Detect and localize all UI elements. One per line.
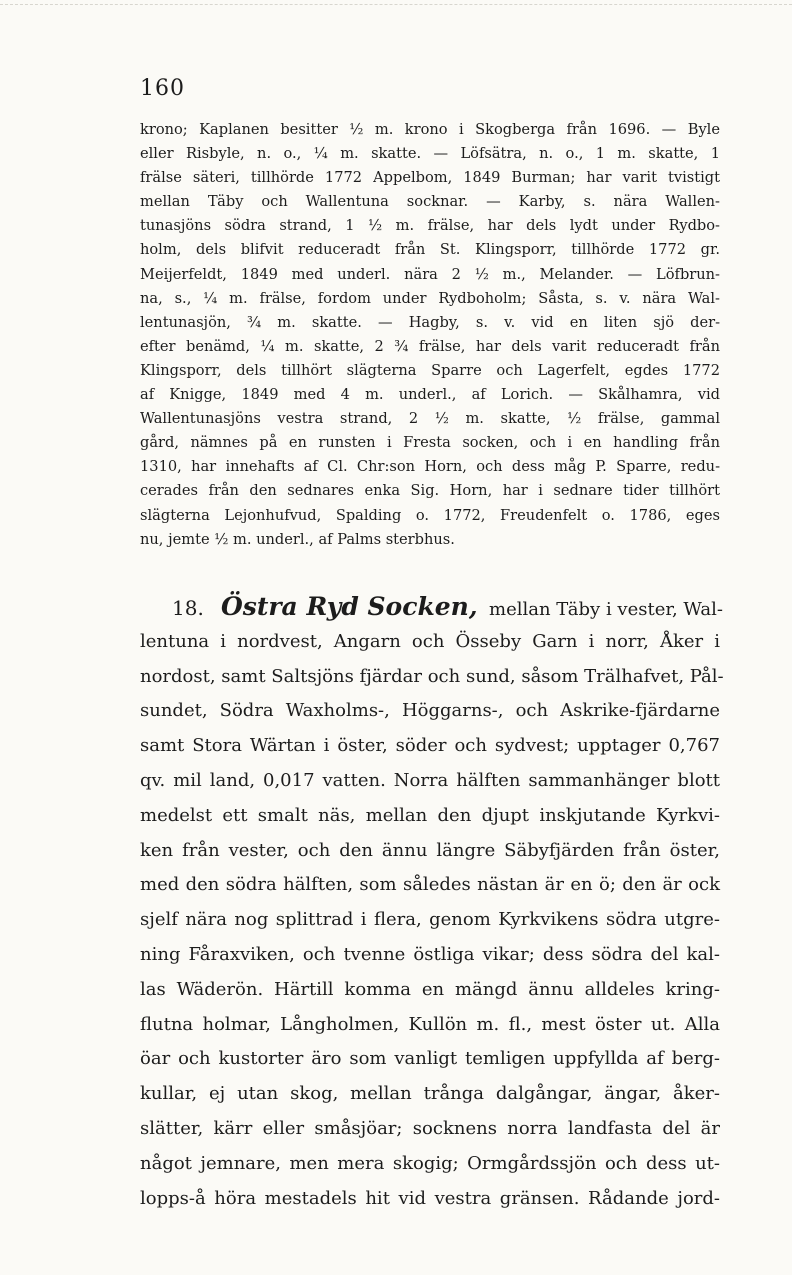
text-line: sjelf nära nog splittrad i flera, genom Kyrkvikens södra utgre- [140, 909, 720, 931]
text-line: slätter, kärr eller småsjöar; socknens norra landfasta del är [140, 1117, 720, 1139]
text-line: af Knigge, 1849 med 4 m. underl., af Lorich. — Skålhamra, vid [140, 386, 720, 404]
section-first-line: mellan Täby i vester, Wal- [489, 599, 723, 620]
section-title: Östra Ryd Socken, [220, 592, 478, 621]
text-line: gård, nämnes på en runsten i Fresta socken, och i en handling från [140, 434, 720, 452]
text-line: sundet, Södra Waxholms-, Höggarns-, och Askrike-fjärdarne [140, 700, 720, 722]
text-line: samt Stora Wärtan i öster, söder och sydvest; upptager 0,767 [140, 735, 720, 757]
text-line: lentuna i nordvest, Angarn och Össeby Garn i norr, Åker i [140, 630, 720, 652]
text-line: Wallentunasjöns vestra strand, 2 ½ m. skatte, ½ frälse, gammal [140, 410, 720, 428]
text-line: eller Risbyle, n. o., ¼ m. skatte. — Löfsätra, n. o., 1 m. skatte, 1 [140, 145, 720, 163]
text-line: slägterna Lejonhufvud, Spalding o. 1772, Freudenfelt o. 1786, eges [140, 506, 720, 524]
text-line: lentunasjön, ¾ m. skatte. — Hagby, s. v. vid en liten sjö der- [140, 313, 720, 331]
small-print-block [140, 118, 720, 552]
text-line: efter benämd, ¼ m. skatte, 2 ¾ frälse, har dels varit reduceradt från [140, 337, 720, 355]
text-line: las Wäderön. Härtill komma en mängd ännu alldeles kring- [140, 978, 720, 1000]
text-line: lopps-å höra mestadels hit vid vestra gränsen. Rådande jord- [140, 1187, 720, 1209]
text-line: qv. mil land, 0,017 vatten. Norra hälften sammanhänger blott [140, 769, 720, 791]
text-line: kullar, ej utan skog, mellan trånga dalgångar, ängar, åker- [140, 1083, 720, 1105]
text-line: med den södra hälften, som således nästan är en ö; den är ock [140, 874, 720, 896]
text-line: na, s., ¼ m. frälse, fordom under Rydboholm; Såsta, s. v. nära Wal- [140, 289, 720, 307]
text-line: 1310, har innehafts af Cl. Chr:son Horn, och dess måg P. Sparre, redu- [140, 458, 720, 476]
text-line: nordost, samt Saltsjöns fjärdar och sund, såsom Trälhafvet, Pål- [140, 665, 724, 687]
page-number: 160 [140, 76, 185, 101]
text-line: mellan Täby och Wallentuna socknar. — Karby, s. nära Wallen- [140, 193, 720, 211]
section-number: 18. [172, 596, 204, 620]
text-line: holm, dels blifvit reduceradt från St. Klingsporr, tillhörde 1772 gr. [140, 241, 720, 259]
text-line: flutna holmar, Långholmen, Kullön m. fl., mest öster ut. Alla [140, 1013, 720, 1035]
section-18-block [140, 590, 724, 1216]
text-line: frälse säteri, tillhörde 1772 Appelbom, 1849 Burman; har varit tvistigt [140, 169, 720, 187]
text-line: Klingsporr, dels tillhört slägterna Sparre och Lagerfelt, egdes 1772 [140, 361, 720, 379]
text-line: tunasjöns södra strand, 1 ½ m. frälse, har dels lydt under Rydbo- [140, 217, 720, 235]
text-line: öar och kustorter äro som vanligt temligen uppfyllda af berg- [140, 1048, 720, 1070]
text-line: medelst ett smalt näs, mellan den djupt inskjutande Kyrkvi- [140, 804, 720, 826]
text-line: cerades från den sednares enka Sig. Horn, har i sednare tider tillhört [140, 482, 720, 500]
text-line: ning Fåraxviken, och tvenne östliga vikar; dess södra del kal- [140, 943, 720, 965]
text-line-last: nu, jemte ½ m. underl., af Palms sterbhus. [140, 530, 455, 548]
text-line: ken från vester, och den ännu längre Säbyfjärden från öster, [140, 839, 720, 861]
text-line: krono; Kaplanen besitter ½ m. krono i Skogberga från 1696. — Byle [140, 121, 720, 138]
page-edge-line [0, 4, 792, 5]
section-heading-line [140, 590, 723, 625]
text-line: något jemnare, men mera skogig; Ormgårdssjön och dess ut- [140, 1152, 720, 1174]
text-line: Meijerfeldt, 1849 med underl. nära 2 ½ m., Melander. — Löfbrun- [140, 265, 720, 283]
